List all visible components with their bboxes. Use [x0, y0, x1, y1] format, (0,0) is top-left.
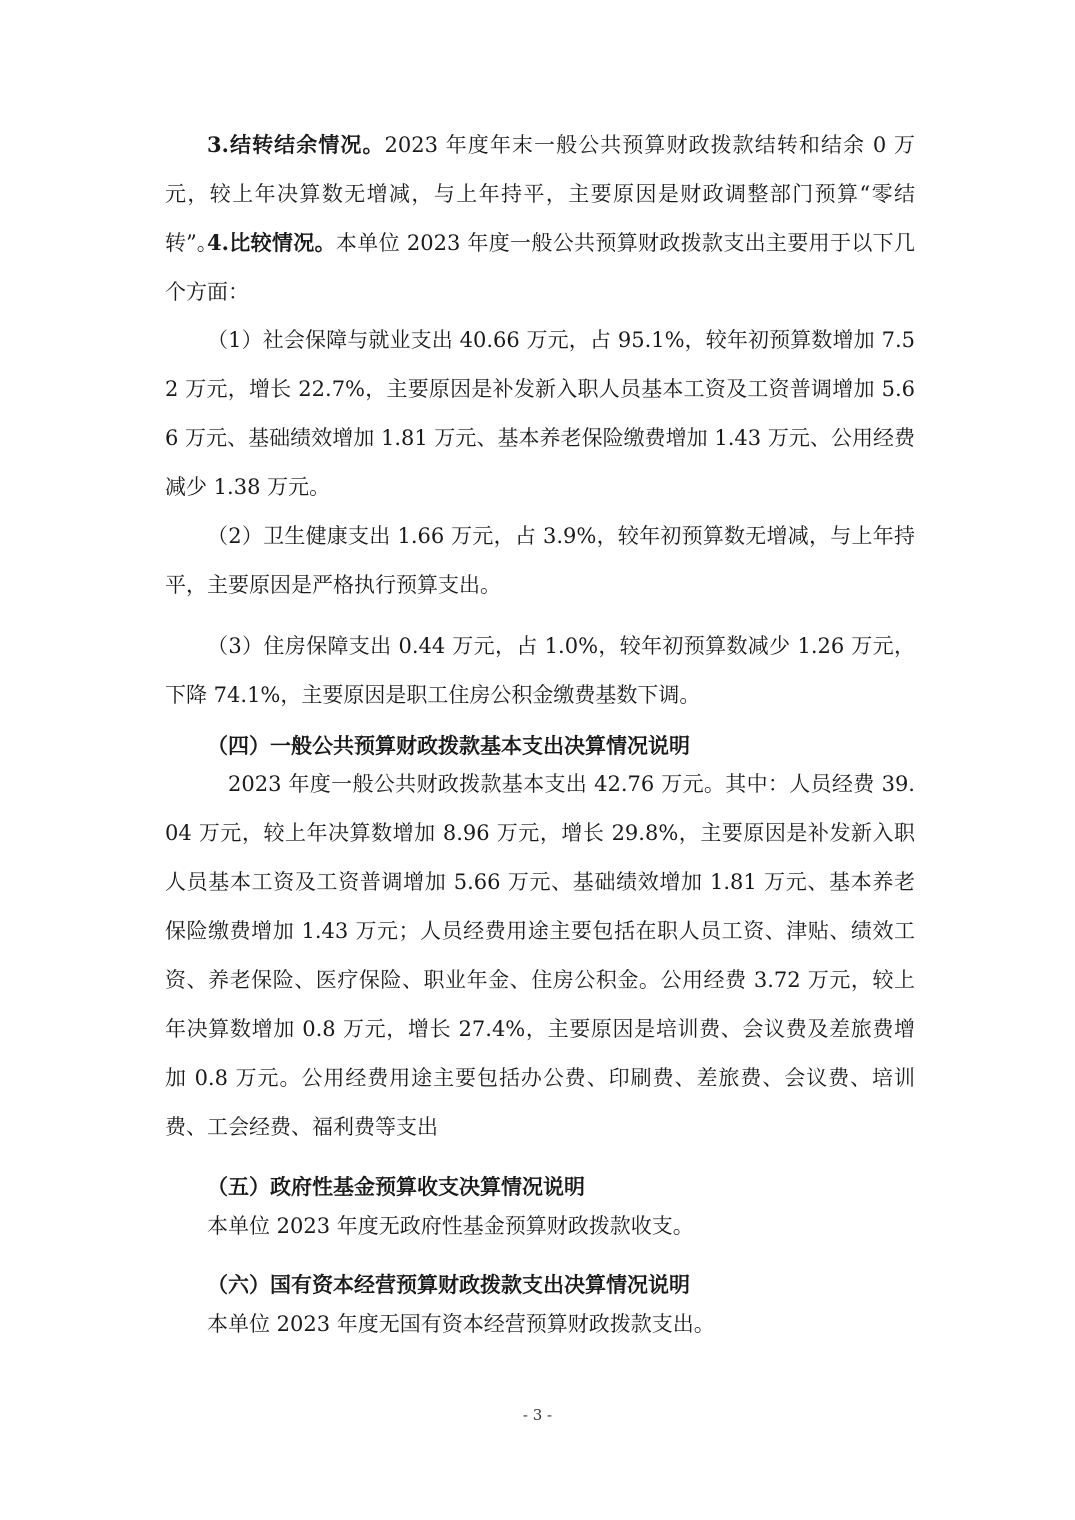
paragraph-basic-expenditure: 2023 年度一般公共财政拨款基本支出 42.76 万元。其中：人员经费 39.04 万元，较上年决算数增加 8.96 万元，增长 29.8%，主要原因是补发新入职人员基本工资及工资普调增加 5.66 万元、基础绩效增加 1.81 万元、基本养老保险缴费增加 1.43 万元；人员经费用途主要包括在职人员工资、津贴、绩效工资、养老保险、医疗保险、职业年金、住房公积金。公用经费 3.72 万元，较上年决算数增加 0.8 万元，增长 27.4%，主要原因是培训费、会议费及差旅费增加 0.8 万元。公用经费用途主要包括办公费、印刷费、差旅费、会议费、培训费、工会经费、福利费等支出	[165, 772, 915, 1139]
paragraph-state-capital: 本单位 2023 年度无国有资本经营预算财政拨款支出。	[207, 1312, 715, 1336]
page-number: - 3 -	[522, 1406, 553, 1424]
section-heading-4: （四）一般公共预算财政拨款基本支出决算情况说明	[207, 733, 690, 758]
paragraph-item-2: （2）卫生健康支出 1.66 万元，占 3.9%，较年初预算数无增减，与上年持平，主要原因是严格执行预算支出。	[165, 524, 915, 597]
paragraph-lead: 3.结转结余情况。	[207, 132, 385, 157]
paragraph-item-3: （3）住房保障支出 0.44 万元，占 1.0%，较年初预算数减少 1.26 万元，下降 74.1%，主要原因是职工住房公积金缴费基数下调。	[165, 634, 915, 707]
section-heading-5: （五）政府性基金预算收支决算情况说明	[207, 1174, 585, 1199]
paragraph-government-fund: 本单位 2023 年度无政府性基金预算财政拨款收支。	[207, 1214, 694, 1238]
section-heading-6: （六）国有资本经营预算财政拨款支出决算情况说明	[207, 1272, 690, 1297]
paragraph-comparison	[165, 218, 915, 317]
paragraph-text: 本单位 2023 年度一般公共预算财政拨款支出主要用于以下几个方面：	[165, 231, 915, 304]
paragraph-text: 2023 年度年末一般公共预算财政拨款结转和结余 0 万元，较上年决算数无增减，与上年持平，主要原因是财政调整部门预算“零结转”。	[165, 133, 915, 255]
paragraph-item-1: （1）社会保障与就业支出 40.66 万元，占 95.1%，较年初预算数增加 7.52 万元，增长 22.7%，主要原因是补发新入职人员基本工资及工资普调增加 5.66 万元、基础绩效增加 1.81 万元、基本养老保险缴费增加 1.43 万元、公用经费减少 1.38 万元。	[165, 328, 915, 499]
paragraph-lead: 4.比较情况。	[207, 230, 336, 255]
